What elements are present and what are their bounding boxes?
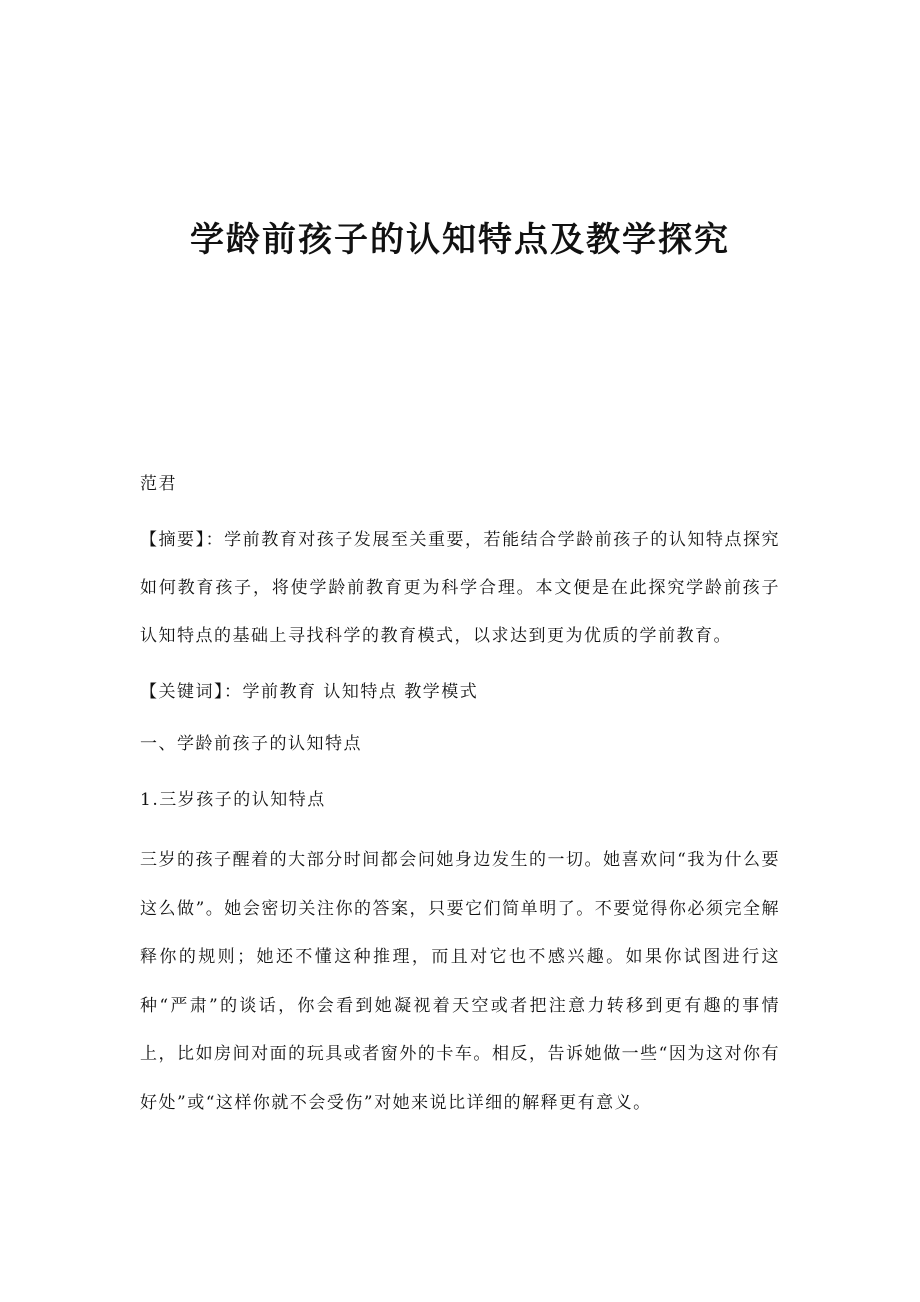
keywords-line: 【关键词】：学前教育 认知特点 教学模式: [140, 682, 479, 702]
body-paragraph: 三岁的孩子醒着的大部分时间都会问她身边发生的一切。她喜欢问“我为什么要这么做”。她会密切关注你的答案，只要它们简单明了。不要觉得你必须完全解释你的规则；她还不懂这种推理，而且对它也不感兴趣。如果你试图进行这种“严肃”的谈话，你会看到她凝视着天空或者把注意力转移到更有趣的事情上，比如房间对面的玩具或者窗外的卡车。相反，告诉她做一些“因为这对你有好处”或“这样你就不会受伤”对她来说比详细的解释更有意义。: [140, 850, 780, 1113]
document-title: 学龄前孩子的认知特点及教学探究: [190, 220, 730, 260]
section-heading: 一、学龄前孩子的认知特点: [140, 734, 362, 754]
subsection-heading: 1.三岁孩子的认知特点: [140, 790, 326, 810]
author-name: 范君: [140, 474, 177, 494]
abstract-paragraph: 【摘要】：学前教育对孩子发展至关重要，若能结合学龄前孩子的认知特点探究如何教育孩子，将使学龄前教育更为科学合理。本文便是在此探究学龄前孩子认知特点的基础上寻找科学的教育模式，以求达到更为优质的学前教育。: [140, 530, 780, 646]
